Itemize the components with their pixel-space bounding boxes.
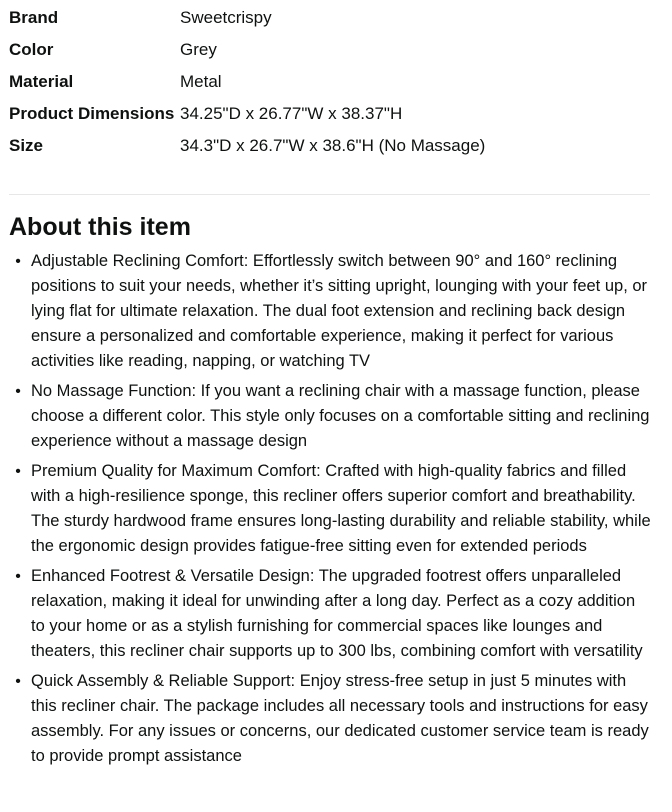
spec-value: Grey (180, 40, 217, 59)
about-bullet-list (9, 249, 652, 774)
bullet-icon: • (15, 568, 21, 585)
spec-label: Brand (9, 8, 59, 27)
spec-value: 34.3"D x 26.7"W x 38.6"H (No Massage) (180, 136, 486, 155)
list-item (9, 249, 652, 374)
section-divider (9, 194, 650, 195)
list-item (9, 379, 652, 454)
spec-row-color (9, 37, 650, 62)
bullet-text: Enhanced Footrest & Versatile Design: The upgraded footrest offers unparalleled relaxation, making it ideal for unwinding after a long day. Perfect as a cozy addition to your home or as a stylish furnishing for commercial spaces like lounges and theaters, this recliner chair supports up to 300 lbs, combining comfort with versatility (31, 567, 643, 660)
bullet-text: No Massage Function: If you want a reclining chair with a massage function, please choose a different color. This style only focuses on a comfortable sitting and reclining experience without a massage design (31, 382, 650, 450)
bullet-icon: • (15, 463, 21, 480)
list-item (9, 669, 652, 769)
spec-label: Material (9, 72, 74, 91)
spec-row-size (9, 133, 650, 158)
about-this-item-heading: About this item (9, 213, 191, 241)
spec-row-brand (9, 5, 650, 30)
spec-label: Size (9, 136, 44, 155)
bullet-text: Quick Assembly & Reliable Support: Enjoy stress-free setup in just 5 minutes with this recliner chair. The package includes all necessary tools and instructions for easy assembly. For any issues or concerns, our dedicated customer service team is ready to provide prompt assistance (31, 672, 649, 765)
spec-label: Product Dimensions (9, 104, 175, 123)
bullet-icon: • (15, 673, 21, 690)
list-item (9, 459, 652, 559)
bullet-text: Premium Quality for Maximum Comfort: Crafted with high-quality fabrics and filled with a high-resilience sponge, this recliner offers superior comfort and breathability. The sturdy hardwood frame ensures long-lasting durability and reliable stability, while the ergonomic design provides fatigue-free sitting even for extended periods (31, 462, 651, 555)
bullet-icon: • (15, 383, 21, 400)
product-specs-table (9, 5, 650, 165)
spec-value: 34.25"D x 26.77"W x 38.37"H (180, 104, 403, 123)
bullet-text: Adjustable Reclining Comfort: Effortlessly switch between 90° and 160° reclining positions to suit your needs, whether it’s sitting upright, lounging with your feet up, or lying flat for ultimate relaxation. The dual foot extension and reclining back design ensure a personalized and comfortable experience, making it perfect for various activities like reading, napping, or watching TV (31, 252, 648, 370)
spec-row-material (9, 69, 650, 94)
spec-value: Sweetcrispy (180, 8, 272, 27)
spec-label: Color (9, 40, 54, 59)
list-item (9, 564, 652, 664)
bullet-icon: • (15, 253, 21, 270)
spec-row-product-dimensions (9, 101, 650, 126)
spec-value: Metal (180, 72, 222, 91)
